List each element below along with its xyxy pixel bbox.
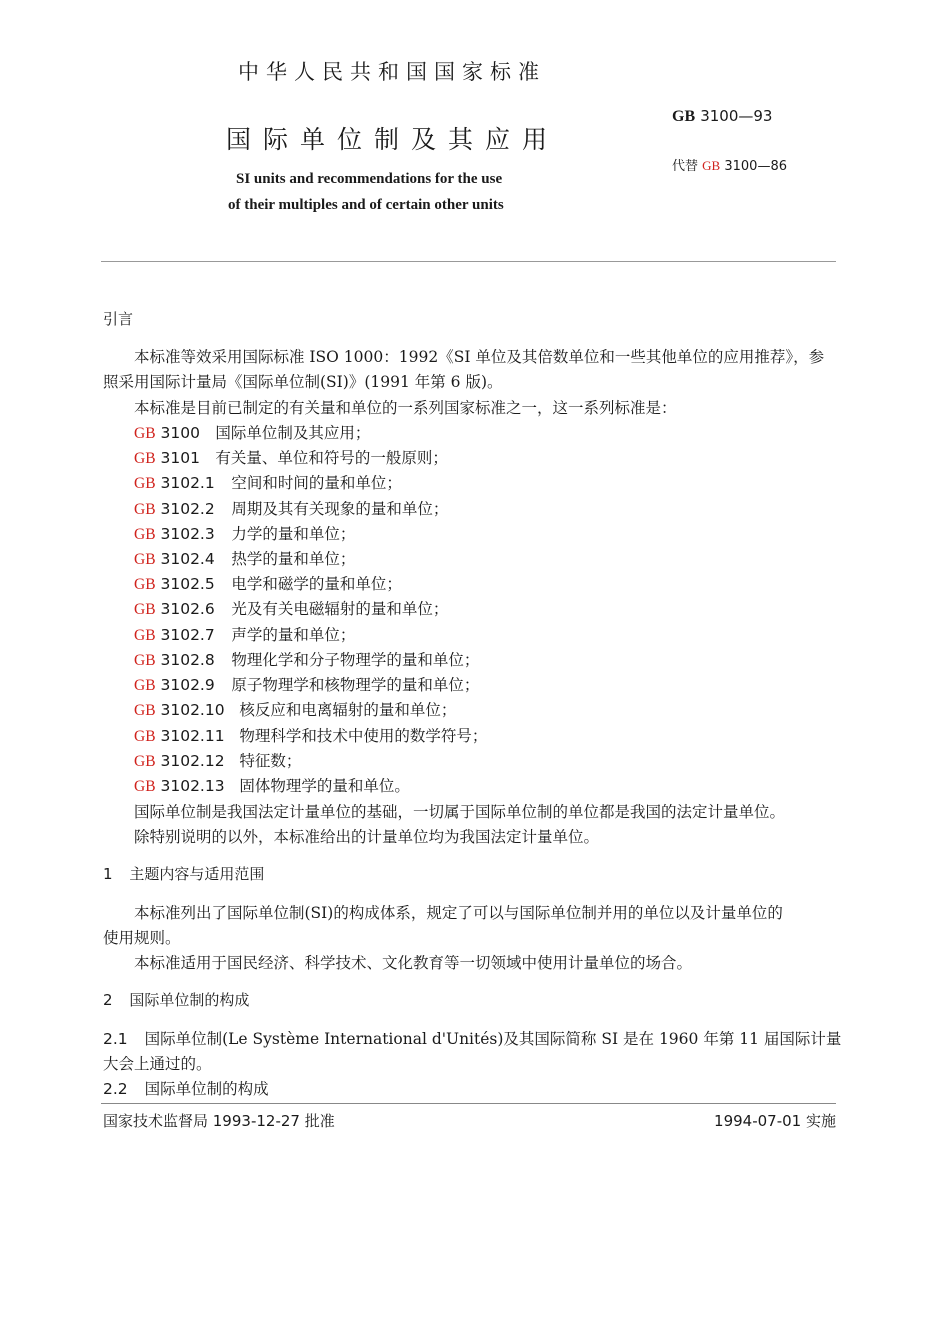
list-item (134, 597, 448, 619)
list-item-code: 3102.7 (160, 626, 215, 644)
list-item (134, 446, 448, 468)
list-item-prefix: GB (134, 728, 156, 745)
standard-prefix: GB (672, 108, 696, 125)
section2-2-line (103, 1077, 269, 1099)
list-item-code: 3102.1 (160, 474, 215, 492)
list-item-prefix: GB (134, 576, 156, 593)
section1-number: 1 (103, 865, 113, 883)
list-item-title: 物理科学和技术中使用的数学符号； (239, 727, 488, 745)
list-item-title: 声学的量和单位； (231, 626, 356, 644)
list-item-title: 原子物理学和核物理学的量和单位； (231, 676, 480, 694)
list-item (134, 497, 448, 519)
list-item (134, 572, 402, 594)
list-item-title: 固体物理学的量和单位。 (239, 777, 410, 795)
section1-heading (103, 863, 264, 884)
org-title: 中华人民共和国国家标准 (238, 60, 546, 84)
list-item (134, 673, 479, 695)
list-item (134, 522, 355, 544)
section1-para1-line2: 使用规则。 (103, 929, 181, 947)
section2-2-number: 2.2 (103, 1080, 128, 1098)
english-title-line1: SI units and recommendations for the use (236, 171, 503, 187)
list-item (134, 471, 402, 493)
list-item (134, 698, 456, 720)
section2-number: 2 (103, 991, 113, 1009)
list-item-title: 物理化学和分子物理学的量和单位； (231, 651, 480, 669)
list-item-prefix: GB (134, 501, 156, 518)
list-item-title: 特征数； (239, 752, 302, 770)
section2-heading (103, 989, 249, 1010)
approval-date: 国家技术监督局 1993-12-27 批准 (103, 1112, 335, 1130)
list-item-code: 3102.10 (160, 701, 225, 719)
list-item-code: 3102.4 (160, 550, 215, 568)
standard-code: 3100—93 (700, 107, 773, 125)
replaces-code: 3100—86 (724, 159, 787, 174)
list-item-code: 3102.5 (160, 575, 215, 593)
list-item-prefix: GB (134, 425, 156, 442)
implementation-date: 1994-07-01 实施 (714, 1112, 836, 1130)
list-item-prefix: GB (134, 475, 156, 492)
section1-para1-line1: 本标准列出了国际单位制(SI)的构成体系，规定了可以与国际单位制并用的单位以及计量单位的 (134, 904, 783, 922)
intro-para2: 本标准是目前已制定的有关量和单位的一系列国家标准之一，这一系列标准是： (134, 399, 677, 417)
section1-para2: 本标准适用于国民经济、科学技术、文化教育等一切领域中使用计量单位的场合。 (134, 954, 693, 972)
list-item-prefix: GB (134, 627, 156, 644)
list-item-code: 3102.8 (160, 651, 215, 669)
list-item-code: 3102.12 (160, 752, 225, 770)
list-item-code: 3102.6 (160, 600, 215, 618)
list-item-prefix: GB (134, 450, 156, 467)
header-divider (101, 261, 836, 262)
english-title-line2: of their multiples and of certain other units (228, 197, 504, 213)
list-item-code: 3102.13 (160, 777, 225, 795)
list-item-title: 有关量、单位和符号的一般原则； (215, 449, 448, 467)
section2-2-text: 国际单位制的构成 (144, 1080, 269, 1098)
section2-1-line2: 大会上通过的。 (103, 1055, 212, 1073)
list-item-code: 3102.11 (160, 727, 225, 745)
list-item-code: 3102.3 (160, 525, 215, 543)
list-item-prefix: GB (134, 677, 156, 694)
list-item (134, 724, 487, 746)
intro-heading: 引言 (103, 310, 134, 328)
standard-number (672, 106, 772, 126)
replaces-label: 代替 (672, 159, 699, 174)
list-item-title: 光及有关电磁辐射的量和单位； (231, 600, 449, 618)
footer-divider (101, 1103, 836, 1104)
intro-para3: 国际单位制是我国法定计量单位的基础，一切属于国际单位制的单位都是我国的法定计量单位。 (134, 803, 786, 821)
section2-1-text: 国际单位制(Le Système International d'Unités)及其国际简称 SI 是在 1960 年第 11 届国际计量 (144, 1030, 842, 1048)
intro-para1-line2: 照采用国际计量局《国际单位制(SI)》(1991 年第 6 版)。 (103, 373, 503, 391)
list-item (134, 648, 479, 670)
list-item-title: 电学和磁学的量和单位； (231, 575, 402, 593)
list-item-prefix: GB (134, 652, 156, 669)
list-item (134, 623, 355, 645)
replaces-prefix: GB (702, 158, 721, 173)
intro-para1-line1: 本标准等效采用国际标准 ISO 1000：1992《SI 单位及其倍数单位和一些其他单位的应用推荐》，参 (134, 348, 825, 366)
list-item-code: 3101 (160, 449, 200, 467)
list-item-prefix: GB (134, 702, 156, 719)
list-item-title: 力学的量和单位； (231, 525, 356, 543)
page-title: 国际单位制及其应用 (226, 125, 560, 154)
section2-title: 国际单位制的构成 (129, 991, 250, 1009)
replaces-line (672, 155, 787, 174)
list-item-title: 热学的量和单位； (231, 550, 356, 568)
list-item-title: 周期及其有关现象的量和单位； (231, 500, 449, 518)
section2-1-line1 (103, 1027, 841, 1049)
list-item (134, 749, 301, 771)
section1-title: 主题内容与适用范围 (129, 865, 265, 883)
list-item-code: 3100 (160, 424, 200, 442)
list-item-prefix: GB (134, 551, 156, 568)
list-item-prefix: GB (134, 753, 156, 770)
list-item-title: 空间和时间的量和单位； (231, 474, 402, 492)
list-item (134, 774, 410, 796)
list-item-code: 3102.9 (160, 676, 215, 694)
list-item-prefix: GB (134, 778, 156, 795)
list-item-title: 核反应和电离辐射的量和单位； (239, 701, 457, 719)
list-item (134, 421, 370, 443)
list-item (134, 547, 355, 569)
list-item-prefix: GB (134, 526, 156, 543)
section2-1-number: 2.1 (103, 1030, 128, 1048)
list-item-prefix: GB (134, 601, 156, 618)
list-item-code: 3102.2 (160, 500, 215, 518)
list-item-title: 国际单位制及其应用； (215, 424, 371, 442)
intro-para4: 除特别说明的以外，本标准给出的计量单位均为我国法定计量单位。 (134, 828, 600, 846)
